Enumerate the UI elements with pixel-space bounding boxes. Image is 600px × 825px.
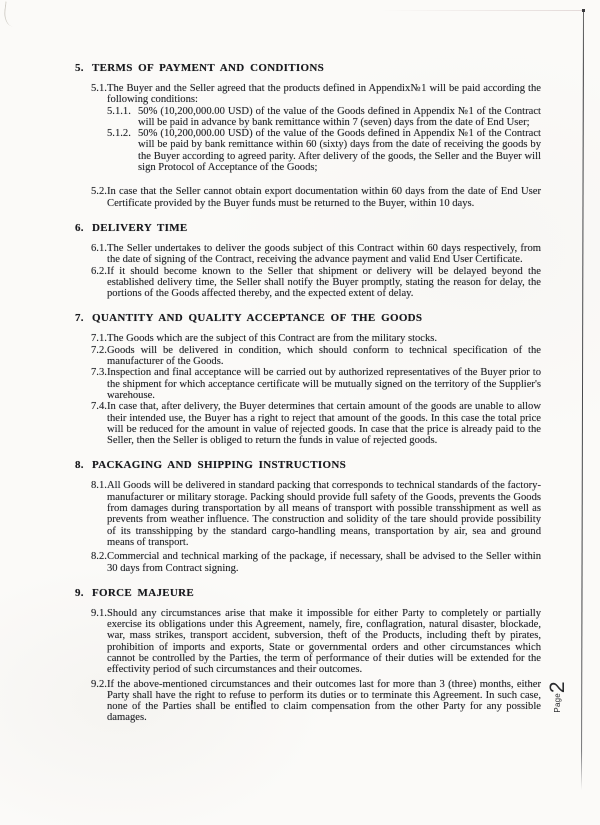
clause-text: 50% (10,200,000.00 USD) of the value of the Goods defined in Appendix №1 of the Contract will be paid by bank remittance within 60 (sixty) days from the date of receiving the goods by the Buyer according to agreed parity. After delivery of the goods, the Seller and the Buyer will sign Protocol of Acceptance of the Goods; (138, 128, 541, 174)
section-number: 9. (75, 586, 84, 599)
page-number-marker (538, 678, 576, 716)
clause-text: In case that the Seller cannot obtain export documentation within 60 days from the date of End User Certificate provided by the Buyer funds must be returned to the Buyer, within 10 days. (107, 186, 541, 209)
section-heading (75, 312, 541, 324)
section-title: PACKAGING AND SHIPPING INSTRUCTIONS (92, 459, 347, 472)
clause-7-4 (91, 401, 541, 446)
clause-text: Should any circumstances arise that make it impossible for either Party to completely or partially exercise its obligations under this Agreement, namely, fire, conflagration, natural disaster, blockade, war, mass strikes, transport accident, subversion, theft of the Products, including theft by pirates, prohibition of imports and exports, State or governmental orders and other circumstances which cannot be controlled by the Parties, the term of performance of their duties will be extended for the effectivity period of such circumstances and their outcomes. (107, 607, 541, 676)
section-heading (75, 62, 541, 74)
clause-6-2 (91, 266, 541, 300)
clause-text: In case that, after delivery, the Buyer determines that certain amount of the goods are unable to allow their intended use, the Buyer has a right to reject that amount of the goods. In this case the total price will be reduced for the amount in value of rejected goods. In case that the price is already paid to the Seller, then the Seller is obliged to return the funds in value of rejected goods. (107, 401, 541, 447)
section-title: DELIVERY TIME (92, 221, 188, 234)
clause-number: 9.2. (91, 678, 107, 690)
section-heading (75, 222, 541, 234)
clause-number: 7.4. (91, 401, 107, 413)
clause-number: 8.1. (91, 480, 107, 492)
clause-text: The Goods which are the subject of this Contract are from the military stocks. (107, 333, 438, 345)
page-number-inner (547, 681, 568, 712)
clause-7-2 (91, 345, 541, 368)
section-number: 8. (75, 459, 84, 472)
section-number: 6. (75, 221, 84, 234)
clause-text: All Goods will be delivered in standard packing that corresponds to technical standards of the factory-manufacturer or military storage. Packing should provide full safety of the Goods, prevents the Goods from damages during transportation by all means of transport with possible transshipment as well as prevents from weather influence. The construction and solidity of the tare should provide possibility of its transshipping by the standard cargo-handling means, transportation by air, sea and ground means of transport. (107, 480, 541, 548)
section-number: 5. (75, 62, 84, 74)
section-title: TERMS OF PAYMENT AND CONDITIONS (92, 62, 324, 74)
clause-text: If it should become known to the Seller that shipment or delivery will be delayed beyond the established delivery time, the Seller shall notify the Buyer promptly, stating the reason for delay, the portions of the Goods affected thereby, and the expected extent of delay. (107, 265, 541, 300)
clause-6-1 (91, 243, 541, 266)
section-packaging-shipping (75, 459, 541, 573)
section-quantity-quality (75, 312, 541, 446)
section-force-majeure (75, 587, 541, 724)
contract-body (75, 62, 541, 737)
page-number: 2 (545, 681, 569, 694)
clause-number: 5.1.1. (107, 105, 131, 117)
section-terms-of-payment (75, 62, 541, 209)
clause-5-1-1 (107, 106, 541, 129)
clause-text: Inspection and final acceptance will be carried out by authorized representatives of the Buyer prior to the shipment for which acceptance certificate will be mutually signed on the territory of the Supplier's warehouse. (107, 367, 541, 401)
clause-number: 5.1.2. (107, 128, 131, 140)
clause-number: 6.2. (91, 265, 107, 277)
clause-7-3 (91, 367, 541, 401)
clause-number: 8.2. (91, 551, 107, 563)
section-title: FORCE MAJEURE (92, 586, 195, 599)
section-delivery-time (75, 222, 541, 299)
scan-edge-line (581, 10, 584, 790)
clause-text: Commercial and technical marking of the package, if necessary, shall be advised to the Seller within 30 days from Contract signing. (107, 551, 541, 574)
scan-horizontal-line (380, 10, 584, 11)
clause-7-1 (91, 333, 541, 344)
clause-9-1 (91, 608, 541, 676)
clause-5-2 (91, 186, 541, 209)
clause-number: 9.1. (91, 607, 107, 619)
clause-text: The Seller undertakes to deliver the goods subject of this Contract within 60 days respectively, from the date of signing of the Contract, receiving the advance payment and valid End User Certificate. (107, 242, 541, 266)
scan-corner-artifact (3, 1, 16, 26)
clause-number: 5.1. (91, 83, 107, 94)
clause-number: 7.2. (91, 344, 107, 356)
clause-number: 6.1. (91, 242, 107, 254)
clause-text: 50% (10,200,000.00 USD) of the value of the Goods defined in Appendix №1 of the Contract will be paid in advance by bank remittance within 7 (seven) days from the date of End User; (138, 105, 541, 128)
page-label: Page (552, 693, 562, 713)
clause-5-1 (91, 83, 541, 106)
section-title: QUANTITY AND QUALITY ACCEPTANCE OF THE GOODS (92, 312, 423, 325)
section-number: 7. (75, 312, 84, 325)
clause-9-2 (91, 679, 541, 724)
clause-8-2 (91, 551, 541, 574)
clause-number: 7.1. (91, 333, 107, 345)
clause-5-1-2 (107, 128, 541, 173)
section-heading (75, 587, 541, 599)
clause-number: 7.3. (91, 367, 107, 379)
clause-number: 5.2. (91, 186, 107, 198)
section-heading (75, 459, 541, 471)
clause-text: If the above-mentioned circumstances and their outcomes last for more than 3 (three) months, either Party shall have the right to refuse to perform its duties or to terminate this Agreement. In such case, none of the Parties shall be entitled to claim compensation from the other Party for any possible damages. (107, 678, 541, 724)
clause-text: Goods will be delivered in condition, which should conform to technical specification of the manufacturer of the Goods. (107, 344, 541, 368)
clause-8-1 (91, 480, 541, 548)
clause-text: The Buyer and the Seller agreed that the products defined in Appendix№1 will be paid according the following conditions: (107, 83, 541, 106)
